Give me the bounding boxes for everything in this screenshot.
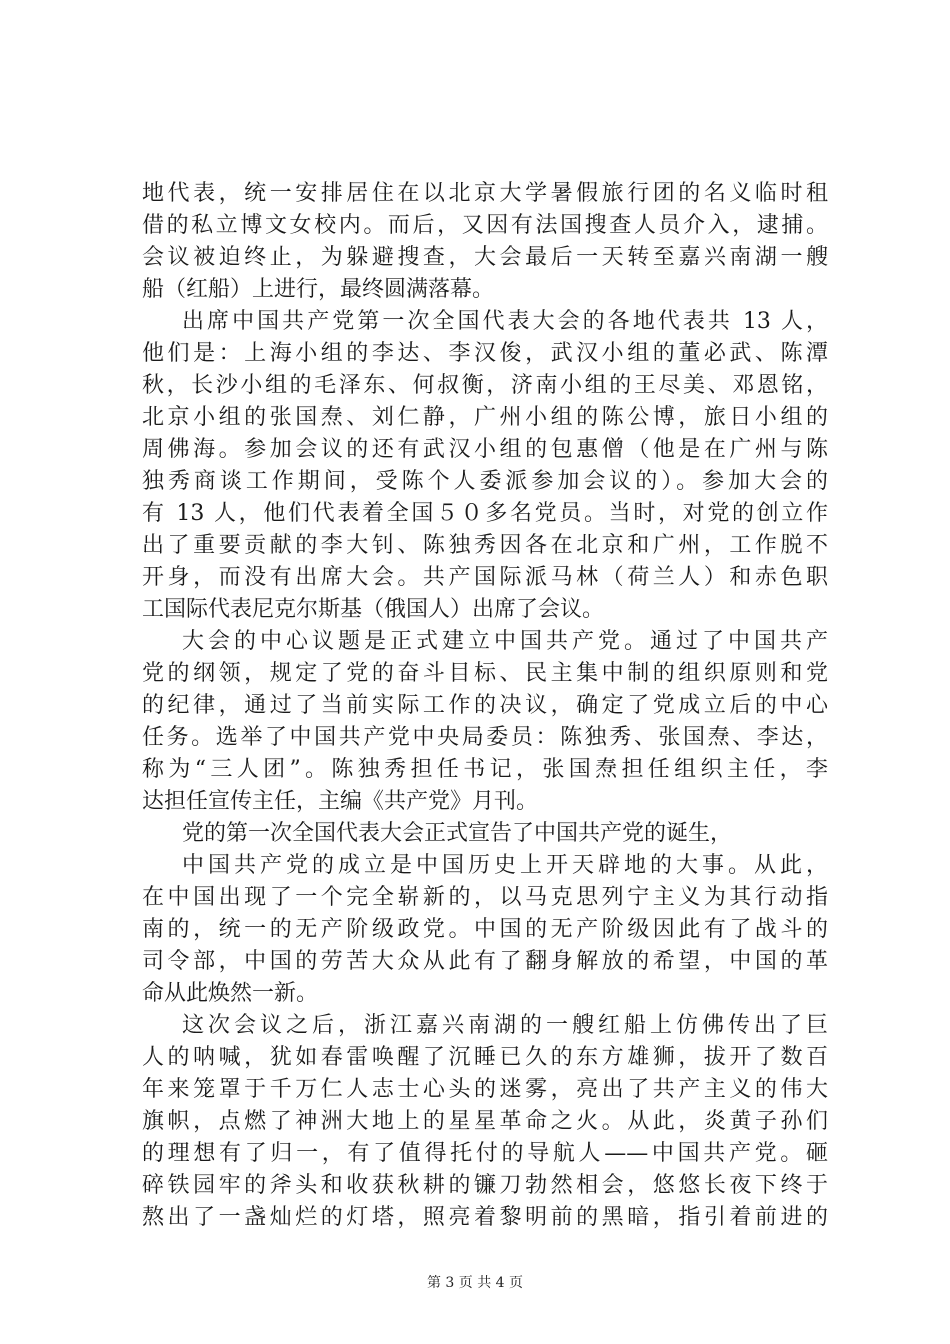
text-line: 秋，长沙小组的毛泽东、何叔衡，济南小组的王尽美、邓恩铭， xyxy=(142,373,828,398)
text-line: 达担任宣传主任，主编《共产党》月刊。 xyxy=(142,789,539,814)
text-line: 地代表，统一安排居住在以北京大学暑假旅行团的名义临时租 xyxy=(142,181,828,206)
text-line: 他们是：上海小组的李达、李汉俊，武汉小组的董必武、陈潭 xyxy=(142,341,828,366)
text-line: 年来笼罩于千万仁人志士心头的迷雾，亮出了共产主义的伟大 xyxy=(142,1077,828,1102)
document-body xyxy=(142,178,828,1234)
text-line: 出席中国共产党第一次全国代表大会的各地代表共 13 人， xyxy=(182,309,828,334)
text-line: 周佛海。参加会议的还有武汉小组的包惠僧（他是在广州与陈 xyxy=(142,437,828,462)
text-line: 借的私立博文女校内。而后，又因有法国搜查人员介入，逮捕。 xyxy=(142,213,828,238)
text-line: 独秀商谈工作期间，受陈个人委派参加会议的）。参加大会的 xyxy=(142,469,828,494)
text-line: 有 13 人，他们代表着全国５０多名党员。当时，对党的创立作 xyxy=(142,501,828,526)
text-line: 旗帜，点燃了神洲大地上的星星革命之火。从此，炎黄子孙们 xyxy=(142,1109,828,1134)
text-line: 的理想有了归一，有了值得托付的导航人——中国共产党。砸 xyxy=(142,1141,828,1166)
text-line: 命从此焕然一新。 xyxy=(142,981,319,1006)
text-line: 的纪律，通过了当前实际工作的决议，确定了党成立后的中心 xyxy=(142,693,828,718)
text-line: 熬出了一盏灿烂的灯塔，照亮着黎明前的黑暗，指引着前进的 xyxy=(142,1205,828,1230)
text-line: 出了重要贡献的李大钊、陈独秀因各在北京和广州，工作脱不 xyxy=(142,533,828,558)
text-line: 人的呐喊，犹如春雷唤醒了沉睡已久的东方雄狮，拔开了数百 xyxy=(142,1045,828,1070)
text-line: 南的，统一的无产阶级政党。中国的无产阶级因此有了战斗的 xyxy=(142,917,828,942)
text-line: 船（红船）上进行，最终圆满落幕。 xyxy=(142,277,495,302)
text-line: 开身，而没有出席大会。共产国际派马林（荷兰人）和赤色职 xyxy=(142,565,828,590)
text-line: 碎铁园牢的斧头和收获秋耕的镰刀勃然相会，悠悠长夜下终于 xyxy=(142,1173,828,1198)
text-line: 这次会议之后，浙江嘉兴南湖的一艘红船上仿佛传出了巨 xyxy=(182,1013,828,1038)
text-line: 司令部，中国的劳苦大众从此有了翻身解放的希望，中国的革 xyxy=(142,949,828,974)
text-line: 任务。选举了中国共产党中央局委员：陈独秀、张国焘、李达， xyxy=(142,725,828,750)
text-line: 在中国出现了一个完全崭新的，以马克思列宁主义为其行动指 xyxy=(142,885,828,910)
text-line: 北京小组的张国焘、刘仁静，广州小组的陈公博，旅日小组的 xyxy=(142,405,828,430)
text-line: 会议被迫终止，为躲避搜查，大会最后一天转至嘉兴南湖一艘 xyxy=(142,245,828,270)
text-line: 党的纲领，规定了党的奋斗目标、民主集中制的组织原则和党 xyxy=(142,661,828,686)
text-line: 工国际代表尼克尔斯基（俄国人）出席了会议。 xyxy=(142,597,605,622)
page-footer: 第 3 页 共 4 页 xyxy=(426,1275,524,1291)
text-line: 称为“三人团”。陈独秀担任书记，张国焘担任组织主任，李 xyxy=(142,757,828,782)
text-line: 大会的中心议题是正式建立中国共产党。通过了中国共产 xyxy=(182,629,828,654)
text-line: 中国共产党的成立是中国历史上开天辟地的大事。从此， xyxy=(182,853,828,878)
text-line: 党的第一次全国代表大会正式宣告了中国共产党的诞生， xyxy=(182,821,733,846)
